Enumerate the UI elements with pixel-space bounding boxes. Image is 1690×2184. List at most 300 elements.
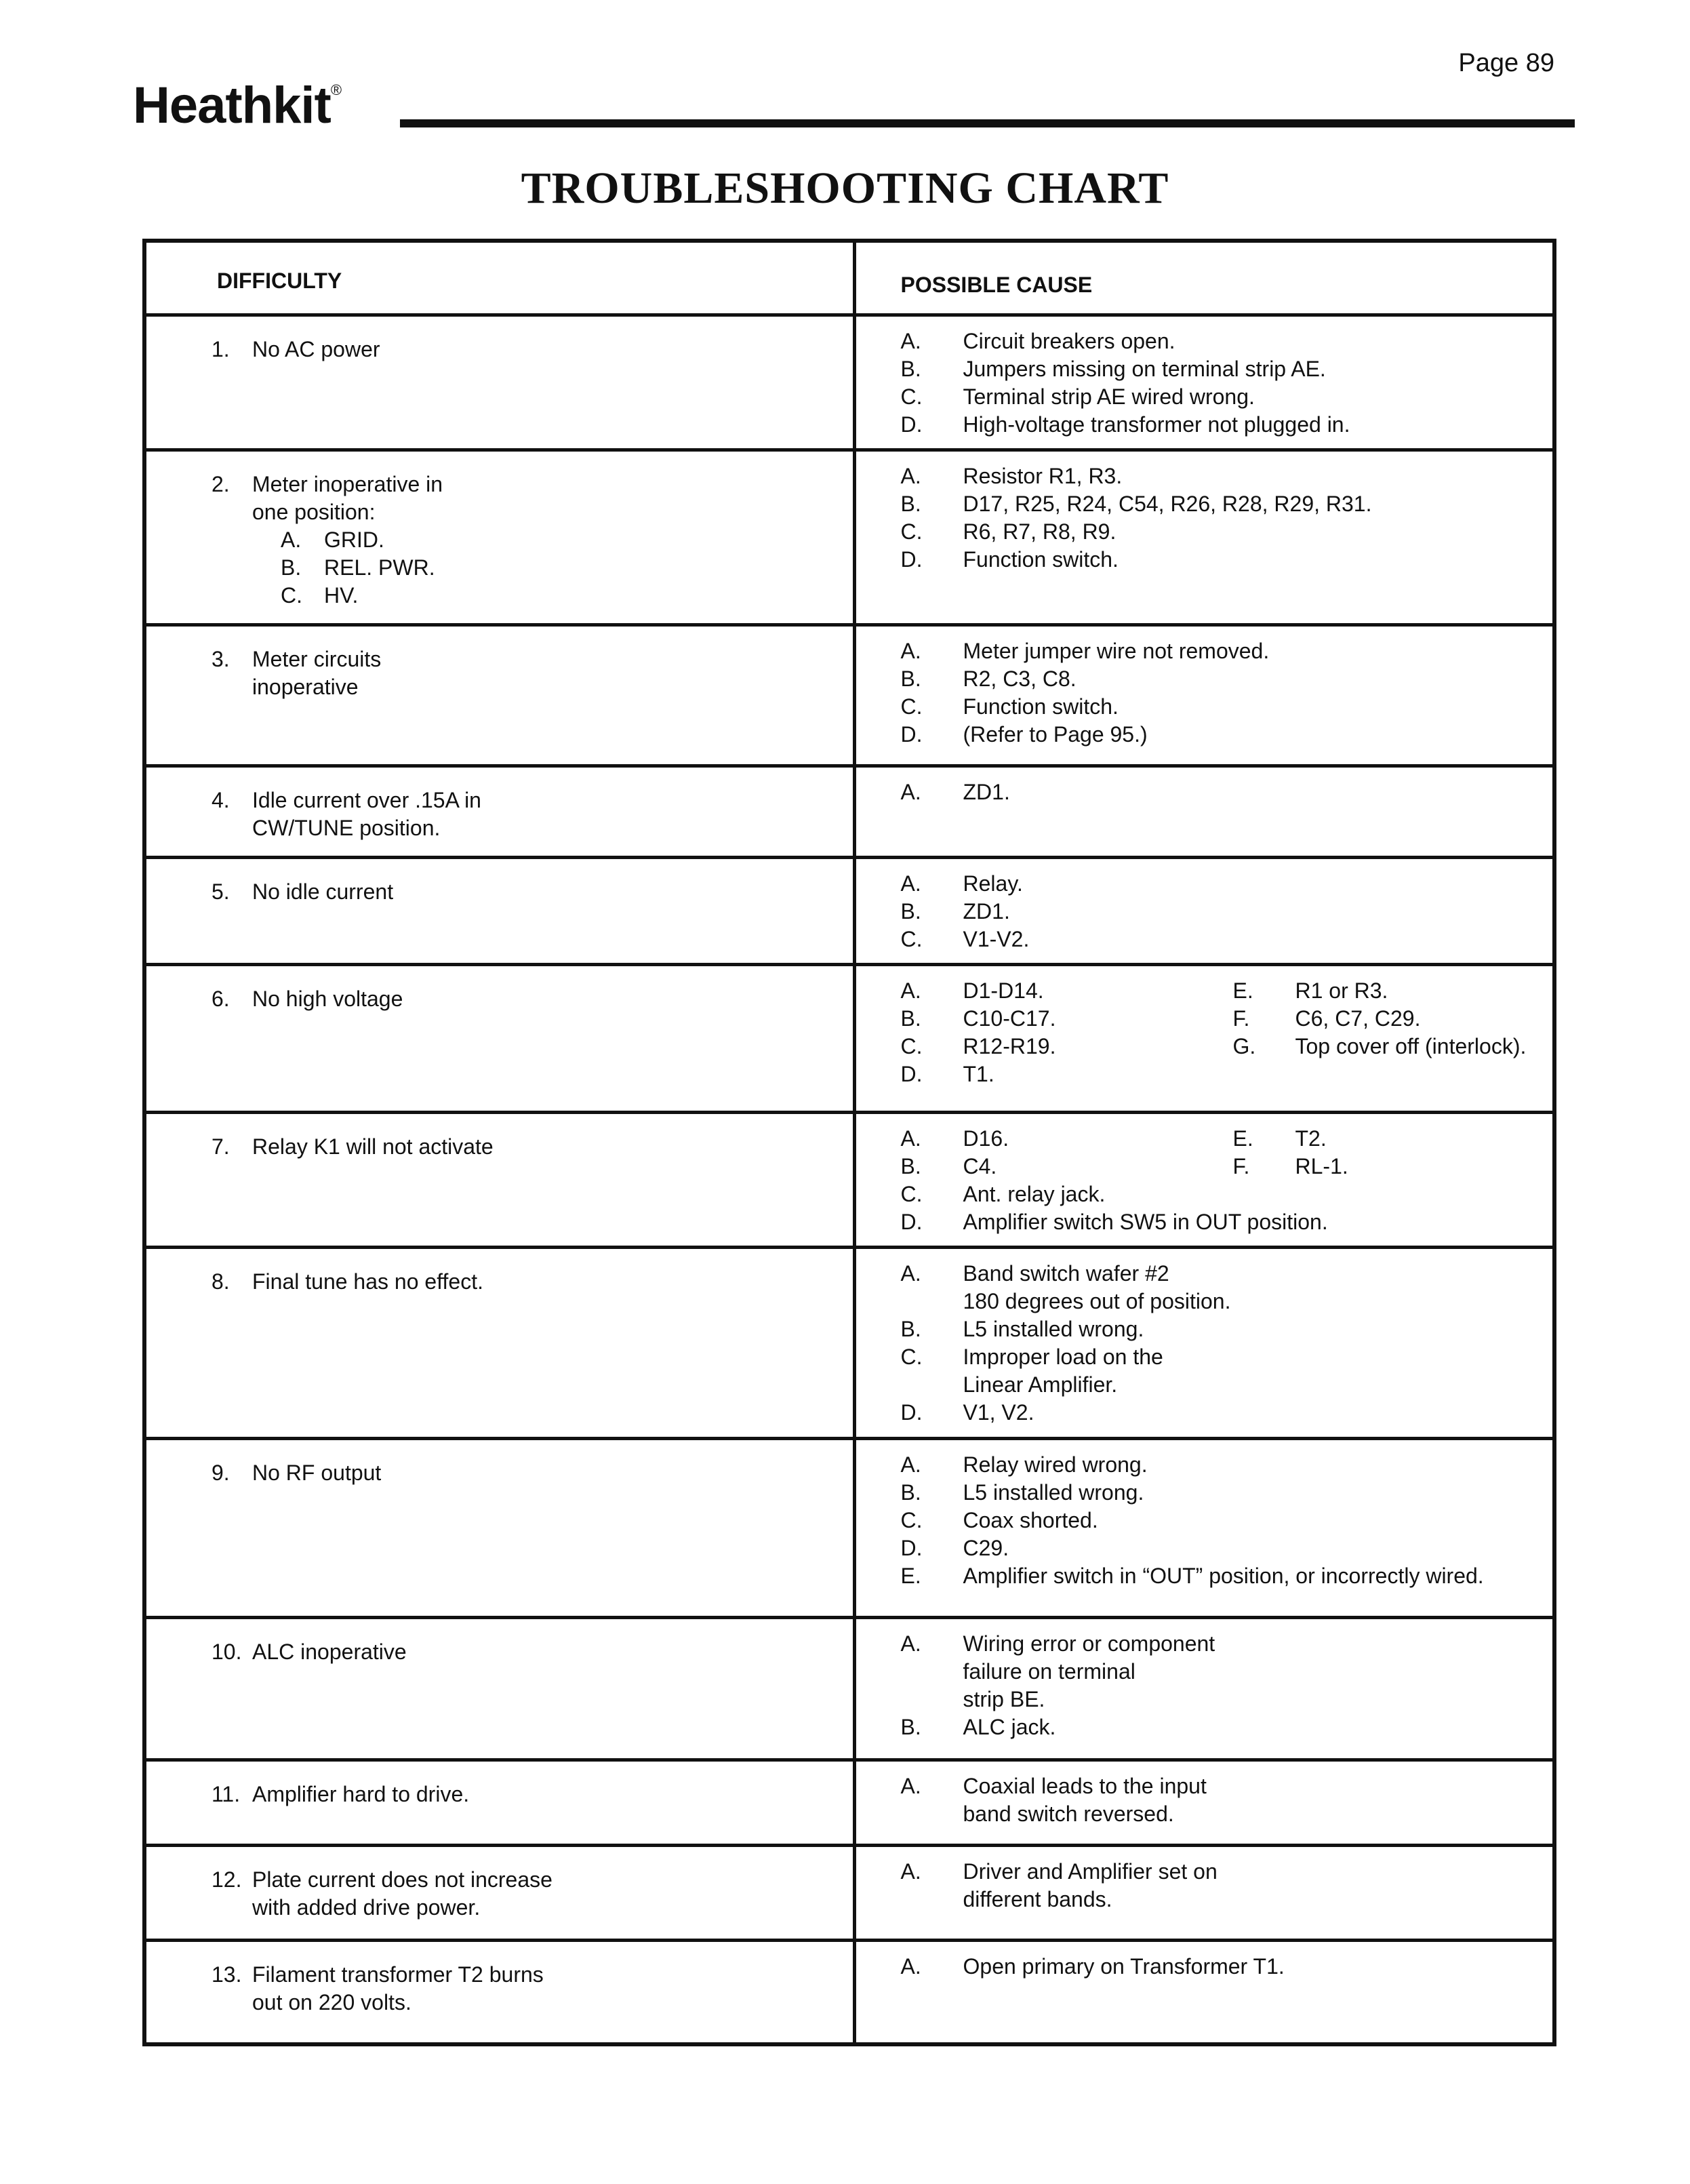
cause-line: Coax shorted. bbox=[963, 1508, 1098, 1532]
difficulty bbox=[146, 1942, 853, 2030]
cause-item bbox=[901, 898, 1030, 926]
chart-table bbox=[146, 243, 1552, 2042]
cause-text bbox=[963, 721, 1148, 749]
cause-text bbox=[963, 490, 1372, 518]
table-row bbox=[146, 625, 1552, 766]
cause-column-left bbox=[901, 1772, 1207, 1828]
table-row bbox=[146, 450, 1552, 625]
cause-text bbox=[963, 462, 1123, 490]
cause-item bbox=[901, 1005, 1233, 1033]
difficulty-text bbox=[252, 985, 403, 1013]
cause-item bbox=[901, 1713, 1215, 1741]
cause-letter: A. bbox=[900, 1631, 921, 1656]
cause-line: High-voltage transformer not plugged in. bbox=[963, 412, 1350, 437]
difficulty-text bbox=[252, 1459, 381, 1487]
cause-line: Open primary on Transformer T1. bbox=[963, 1954, 1285, 1979]
cause-item bbox=[901, 1315, 1231, 1343]
cause-text bbox=[1295, 977, 1388, 1005]
cause-item bbox=[901, 1858, 1218, 1913]
cause-letter: B. bbox=[900, 1154, 921, 1178]
cause-line: V1, V2. bbox=[963, 1400, 1034, 1425]
cause-item bbox=[901, 327, 1350, 355]
cause-text bbox=[963, 1451, 1148, 1479]
cause-text bbox=[963, 1399, 1034, 1427]
cause-item bbox=[900, 1208, 1328, 1236]
cause-item bbox=[901, 665, 1270, 693]
difficulty-cell bbox=[146, 1113, 854, 1248]
cause-item bbox=[901, 1451, 1484, 1479]
cause-letter: B. bbox=[900, 492, 921, 516]
cause-letter: B. bbox=[900, 1480, 921, 1505]
cause-text bbox=[963, 1534, 1009, 1562]
difficulty-line: No high voltage bbox=[252, 987, 403, 1011]
difficulty-text bbox=[252, 1638, 407, 1666]
cause-cell bbox=[854, 450, 1552, 625]
cause-letter: C. bbox=[900, 1345, 923, 1369]
cause-item bbox=[901, 1033, 1233, 1060]
cause-column-left bbox=[901, 1858, 1218, 1913]
cause-item bbox=[901, 1343, 1231, 1399]
cause-item bbox=[1233, 1153, 1348, 1180]
cause-text bbox=[963, 693, 1119, 721]
difficulty-line: Plate current does not increase bbox=[252, 1867, 552, 1892]
difficulty-subitem bbox=[252, 554, 443, 582]
cause-list bbox=[856, 1942, 1553, 1990]
difficulty-line: No AC power bbox=[252, 337, 380, 361]
cause-line: Driver and Amplifier set on bbox=[963, 1859, 1218, 1884]
table-row bbox=[146, 1618, 1552, 1760]
cause-column-left bbox=[901, 1451, 1484, 1590]
cause-text bbox=[963, 1858, 1218, 1913]
cause-text bbox=[963, 411, 1350, 439]
difficulty-cell bbox=[146, 965, 854, 1113]
cause-item bbox=[901, 1953, 1285, 1981]
cause-letter: A. bbox=[900, 1859, 921, 1884]
cause-line: D1-D14. bbox=[963, 978, 1044, 1003]
cause-line: R2, C3, C8. bbox=[963, 667, 1077, 691]
cause-line: Amplifier switch in “OUT” position, or incorrectly wired. bbox=[963, 1564, 1484, 1588]
cause-column-right bbox=[1233, 977, 1527, 1088]
cause-line: failure on terminal bbox=[963, 1659, 1135, 1684]
difficulty-line: Meter inoperative in bbox=[252, 472, 443, 496]
cause-text bbox=[963, 637, 1270, 665]
cause-line: Function switch. bbox=[963, 694, 1119, 719]
table-row bbox=[146, 1846, 1552, 1941]
cause-cell bbox=[854, 965, 1552, 1113]
cause-cell bbox=[854, 858, 1552, 965]
difficulty-line: Meter circuits bbox=[252, 647, 382, 671]
cause-item bbox=[901, 637, 1270, 665]
difficulty-line: inoperative bbox=[252, 675, 359, 699]
cause-letter: C. bbox=[900, 384, 923, 409]
difficulty-subitem bbox=[252, 582, 443, 610]
cause-cell bbox=[854, 1941, 1552, 2042]
cause-line: Relay. bbox=[963, 871, 1023, 896]
cause-letter: A. bbox=[900, 1261, 921, 1286]
cause-line: (Refer to Page 95.) bbox=[963, 722, 1148, 747]
cause-item bbox=[901, 518, 1372, 546]
difficulty bbox=[146, 1762, 853, 1822]
cause-list bbox=[856, 1762, 1553, 1838]
cause-line: D17, R25, R24, C54, R26, R28, R29, R31. bbox=[963, 492, 1372, 516]
cause-line: R1 or R3. bbox=[1295, 978, 1388, 1003]
row-number: 13. bbox=[212, 1962, 242, 1987]
cause-letter: E. bbox=[900, 1564, 921, 1588]
row-number: 1. bbox=[212, 337, 230, 361]
cause-column-left bbox=[901, 327, 1350, 439]
cause-line: Top cover off (interlock). bbox=[1295, 1034, 1527, 1058]
cause-column-left bbox=[901, 637, 1270, 749]
difficulty-cell bbox=[146, 1248, 854, 1439]
cause-letter: A. bbox=[900, 1126, 921, 1151]
cause-text bbox=[963, 383, 1255, 411]
cause-text bbox=[963, 1772, 1207, 1828]
cause-text bbox=[1295, 1125, 1327, 1153]
cause-list bbox=[856, 768, 1553, 816]
table-row bbox=[146, 1248, 1552, 1439]
cause-item bbox=[1233, 1005, 1527, 1033]
difficulty bbox=[146, 1619, 853, 1680]
table-row bbox=[146, 766, 1552, 858]
difficulty bbox=[146, 966, 853, 1027]
cause-line: 180 degrees out of position. bbox=[963, 1289, 1231, 1313]
difficulty-line: Idle current over .15A in bbox=[252, 788, 481, 812]
cause-letter: C. bbox=[900, 1508, 923, 1532]
cause-item bbox=[901, 1772, 1207, 1828]
cause-cell bbox=[854, 625, 1552, 766]
table-row bbox=[146, 1113, 1552, 1248]
difficulty bbox=[146, 452, 853, 623]
cause-line: R6, R7, R8, R9. bbox=[963, 519, 1116, 544]
difficulty-cell bbox=[146, 1618, 854, 1760]
cause-line: Function switch. bbox=[963, 547, 1119, 572]
difficulty-line: No idle current bbox=[252, 879, 394, 904]
cause-item bbox=[901, 490, 1372, 518]
cause-letter: E. bbox=[1232, 978, 1253, 1003]
possible-cause-header: POSSIBLE CAUSE bbox=[854, 243, 1552, 315]
difficulty bbox=[146, 859, 853, 919]
cause-text bbox=[963, 518, 1116, 546]
cause-letter: A. bbox=[900, 978, 921, 1003]
row-number: 12. bbox=[212, 1867, 242, 1892]
difficulty-line: No RF output bbox=[252, 1461, 382, 1485]
difficulty-line: Amplifier hard to drive. bbox=[252, 1782, 470, 1806]
cause-text bbox=[963, 1343, 1163, 1399]
cause-item bbox=[901, 870, 1030, 898]
cause-list bbox=[856, 1114, 1553, 1246]
cause-list bbox=[856, 966, 1553, 1098]
cause-text bbox=[963, 1005, 1056, 1033]
difficulty-line: ALC inoperative bbox=[252, 1640, 407, 1664]
cause-line: L5 installed wrong. bbox=[963, 1480, 1144, 1505]
difficulty-cell bbox=[146, 450, 854, 625]
cause-line: Resistor R1, R3. bbox=[963, 464, 1123, 488]
cause-letter: B. bbox=[900, 899, 921, 924]
difficulty bbox=[146, 1847, 853, 1935]
cause-line: Jumpers missing on terminal strip AE. bbox=[963, 357, 1326, 381]
cause-item bbox=[901, 1153, 1233, 1180]
difficulty-cell bbox=[146, 625, 854, 766]
cause-item bbox=[901, 1534, 1484, 1562]
cause-item bbox=[901, 1180, 1233, 1208]
cause-line: RL-1. bbox=[1295, 1154, 1348, 1178]
difficulty-line: Filament transformer T2 burns bbox=[252, 1962, 544, 1987]
cause-text bbox=[963, 355, 1326, 383]
cause-text bbox=[963, 1953, 1285, 1981]
cause-item bbox=[901, 1125, 1233, 1153]
cause-cell bbox=[854, 315, 1552, 450]
cause-cell bbox=[854, 1248, 1552, 1439]
cause-letter: C. bbox=[900, 1182, 923, 1206]
row-number: 3. bbox=[212, 647, 230, 671]
cause-letter: A. bbox=[900, 1452, 921, 1477]
difficulty-line: one position: bbox=[252, 500, 376, 524]
difficulty bbox=[146, 1249, 853, 1309]
cause-letter: B. bbox=[900, 1006, 921, 1031]
cause-line: Circuit breakers open. bbox=[963, 329, 1175, 353]
row-number: 5. bbox=[212, 879, 230, 904]
cause-line: T2. bbox=[1295, 1126, 1327, 1151]
cause-column-left bbox=[901, 1630, 1215, 1741]
cause-text bbox=[963, 1713, 1056, 1741]
cause-text bbox=[963, 1060, 994, 1088]
difficulty bbox=[146, 317, 853, 377]
cause-letter: A. bbox=[900, 639, 921, 663]
subitem-text: HV. bbox=[324, 583, 359, 608]
cause-text bbox=[963, 1479, 1144, 1507]
cause-line: C6, C7, C29. bbox=[1295, 1006, 1421, 1031]
difficulty-text bbox=[252, 336, 380, 363]
cause-line: Coaxial leads to the input bbox=[963, 1774, 1207, 1798]
cause-item bbox=[901, 411, 1350, 439]
table-row bbox=[146, 965, 1552, 1113]
cause-letter: A. bbox=[900, 464, 921, 488]
cause-cell bbox=[854, 766, 1552, 858]
cause-item bbox=[901, 721, 1270, 749]
cause-text bbox=[963, 870, 1023, 898]
cause-item bbox=[901, 546, 1372, 574]
cause-line: Relay wired wrong. bbox=[963, 1452, 1148, 1477]
cause-line: Wiring error or component bbox=[963, 1631, 1215, 1656]
cause-text bbox=[963, 898, 1010, 926]
cause-column-left bbox=[901, 1260, 1231, 1427]
cause-item bbox=[1233, 1125, 1348, 1153]
row-number: 4. bbox=[212, 788, 230, 812]
cause-line: D16. bbox=[963, 1126, 1009, 1151]
difficulty-line: with added drive power. bbox=[252, 1895, 481, 1920]
cause-line: V1-V2. bbox=[963, 927, 1030, 951]
cause-letter: D. bbox=[900, 547, 923, 572]
cause-item bbox=[901, 1479, 1484, 1507]
subitem-text: REL. PWR. bbox=[324, 555, 435, 580]
cause-item bbox=[901, 383, 1350, 411]
cause-letter: C. bbox=[900, 519, 923, 544]
difficulty-line: Relay K1 will not activate bbox=[252, 1134, 494, 1159]
table-row bbox=[146, 1439, 1552, 1618]
cause-line: T1. bbox=[963, 1062, 994, 1086]
cause-cell bbox=[854, 1113, 1552, 1248]
cause-line: strip BE. bbox=[963, 1687, 1045, 1711]
page-number: Page 89 bbox=[1458, 49, 1554, 77]
cause-letter: A. bbox=[900, 329, 921, 353]
cause-line: C10-C17. bbox=[963, 1006, 1056, 1031]
cause-text bbox=[963, 1260, 1231, 1315]
cause-letter: G. bbox=[1232, 1034, 1256, 1058]
cause-item bbox=[901, 1399, 1231, 1427]
row-number: 9. bbox=[212, 1461, 230, 1485]
cause-line: R12-R19. bbox=[963, 1034, 1056, 1058]
cause-text bbox=[963, 1153, 997, 1180]
cause-letter: D. bbox=[900, 722, 923, 747]
difficulty-cell bbox=[146, 1760, 854, 1846]
cause-column-left bbox=[901, 1953, 1285, 1981]
cause-text bbox=[963, 1315, 1144, 1343]
cause-item bbox=[1233, 977, 1527, 1005]
cause-item bbox=[901, 1260, 1231, 1315]
page-title: TROUBLESHOOTING CHART bbox=[521, 163, 1169, 213]
difficulty-text bbox=[252, 1961, 544, 2017]
cause-letter: D. bbox=[900, 1210, 923, 1234]
cause-item bbox=[901, 1060, 1233, 1088]
heathkit-logo bbox=[133, 76, 341, 135]
cause-list bbox=[856, 317, 1553, 448]
cause-column-left bbox=[901, 462, 1372, 574]
difficulty-text bbox=[252, 878, 393, 906]
cause-letter: A. bbox=[900, 1774, 921, 1798]
row-number: 2. bbox=[212, 472, 230, 496]
difficulty-text bbox=[252, 787, 481, 842]
cause-item bbox=[901, 977, 1233, 1005]
cause-letter: B. bbox=[900, 357, 921, 381]
cause-letter: D. bbox=[900, 412, 923, 437]
difficulty bbox=[146, 627, 853, 715]
difficulty-text bbox=[252, 1866, 552, 1922]
cause-item bbox=[901, 1562, 1484, 1590]
difficulty-line: Final tune has no effect. bbox=[252, 1269, 483, 1294]
difficulty-line: out on 220 volts. bbox=[252, 1990, 411, 2014]
cause-letter: C. bbox=[900, 927, 923, 951]
cause-list bbox=[856, 1619, 1553, 1751]
cause-list bbox=[856, 452, 1553, 583]
cause-line: band switch reversed. bbox=[963, 1802, 1174, 1826]
cause-cell bbox=[854, 1846, 1552, 1941]
cause-text bbox=[963, 926, 1030, 953]
difficulty-subitem bbox=[252, 526, 443, 554]
cause-line: Ant. relay jack. bbox=[963, 1182, 1106, 1206]
difficulty-text bbox=[252, 1268, 483, 1296]
difficulty-text bbox=[252, 471, 443, 610]
cause-text bbox=[1295, 1033, 1527, 1060]
cause-line: Band switch wafer #2 bbox=[963, 1261, 1169, 1286]
cause-cell bbox=[854, 1439, 1552, 1618]
subitem-letter: B. bbox=[281, 555, 302, 580]
difficulty bbox=[146, 1114, 853, 1174]
cause-letter: B. bbox=[900, 1317, 921, 1341]
difficulty bbox=[146, 768, 853, 856]
cause-line: C29. bbox=[963, 1536, 1009, 1560]
difficulty-cell bbox=[146, 858, 854, 965]
cause-line: different bands. bbox=[963, 1887, 1112, 1911]
cause-list bbox=[856, 859, 1553, 963]
subitem-text: GRID. bbox=[324, 528, 384, 552]
difficulty-text bbox=[252, 1781, 469, 1808]
cause-text bbox=[963, 977, 1044, 1005]
header-row bbox=[146, 243, 1552, 315]
row-number: 10. bbox=[212, 1640, 242, 1664]
cause-letter: C. bbox=[900, 694, 923, 719]
cause-line: ZD1. bbox=[963, 780, 1010, 804]
cause-text bbox=[963, 1180, 1106, 1208]
table-row bbox=[146, 1760, 1552, 1846]
cause-line: Amplifier switch SW5 in OUT position. bbox=[963, 1210, 1328, 1234]
cause-line: Terminal strip AE wired wrong. bbox=[963, 384, 1255, 409]
cause-list bbox=[856, 1440, 1553, 1600]
cause-line: Improper load on the bbox=[963, 1345, 1163, 1369]
cause-item bbox=[901, 462, 1372, 490]
cause-text bbox=[1295, 1153, 1348, 1180]
cause-line: ZD1. bbox=[963, 899, 1010, 924]
cause-text bbox=[963, 1125, 1009, 1153]
difficulty bbox=[146, 1440, 853, 1501]
cause-column-left bbox=[901, 977, 1233, 1088]
difficulty-line: CW/TUNE position. bbox=[252, 816, 441, 840]
cause-item bbox=[901, 1630, 1215, 1713]
subitem-letter: A. bbox=[281, 528, 302, 552]
cause-list bbox=[856, 627, 1553, 758]
cause-text bbox=[963, 665, 1077, 693]
cause-letter: E. bbox=[1232, 1126, 1253, 1151]
cause-text bbox=[963, 1630, 1215, 1713]
cause-line: L5 installed wrong. bbox=[963, 1317, 1144, 1341]
cause-letter: B. bbox=[900, 1715, 921, 1739]
cause-column-right bbox=[1233, 1125, 1348, 1236]
cause-line: ALC jack. bbox=[963, 1715, 1056, 1739]
cause-letter: F. bbox=[1232, 1154, 1250, 1178]
cause-text bbox=[963, 1507, 1098, 1534]
cause-text bbox=[963, 327, 1175, 355]
difficulty-cell bbox=[146, 1941, 854, 2042]
row-number: 7. bbox=[212, 1134, 230, 1159]
cause-column-left bbox=[901, 778, 1010, 806]
cause-list bbox=[856, 1847, 1553, 1923]
cause-item bbox=[901, 693, 1270, 721]
row-number: 8. bbox=[212, 1269, 230, 1294]
cause-text bbox=[963, 778, 1010, 806]
table-row bbox=[146, 1941, 1552, 2042]
row-number: 11. bbox=[212, 1782, 241, 1806]
cause-text bbox=[963, 1562, 1484, 1590]
cause-item bbox=[901, 778, 1010, 806]
cause-item bbox=[901, 926, 1030, 953]
cause-cell bbox=[854, 1618, 1552, 1760]
difficulty-cell bbox=[146, 315, 854, 450]
cause-line: Meter jumper wire not removed. bbox=[963, 639, 1270, 663]
header-rule bbox=[400, 119, 1575, 127]
cause-item bbox=[901, 1507, 1484, 1534]
brand-name: Heathkit bbox=[133, 77, 331, 134]
cause-cell bbox=[854, 1760, 1552, 1846]
cause-item bbox=[1233, 1033, 1527, 1060]
cause-letter: D. bbox=[900, 1062, 923, 1086]
row-number: 6. bbox=[212, 987, 230, 1011]
registered-mark: ® bbox=[330, 81, 342, 98]
cause-letter: A. bbox=[900, 1954, 921, 1979]
cause-letter: B. bbox=[900, 667, 921, 691]
cause-letter: D. bbox=[900, 1536, 923, 1560]
cause-letter: C. bbox=[900, 1034, 923, 1058]
cause-column-left bbox=[901, 870, 1030, 953]
difficulty-text bbox=[252, 1133, 494, 1161]
